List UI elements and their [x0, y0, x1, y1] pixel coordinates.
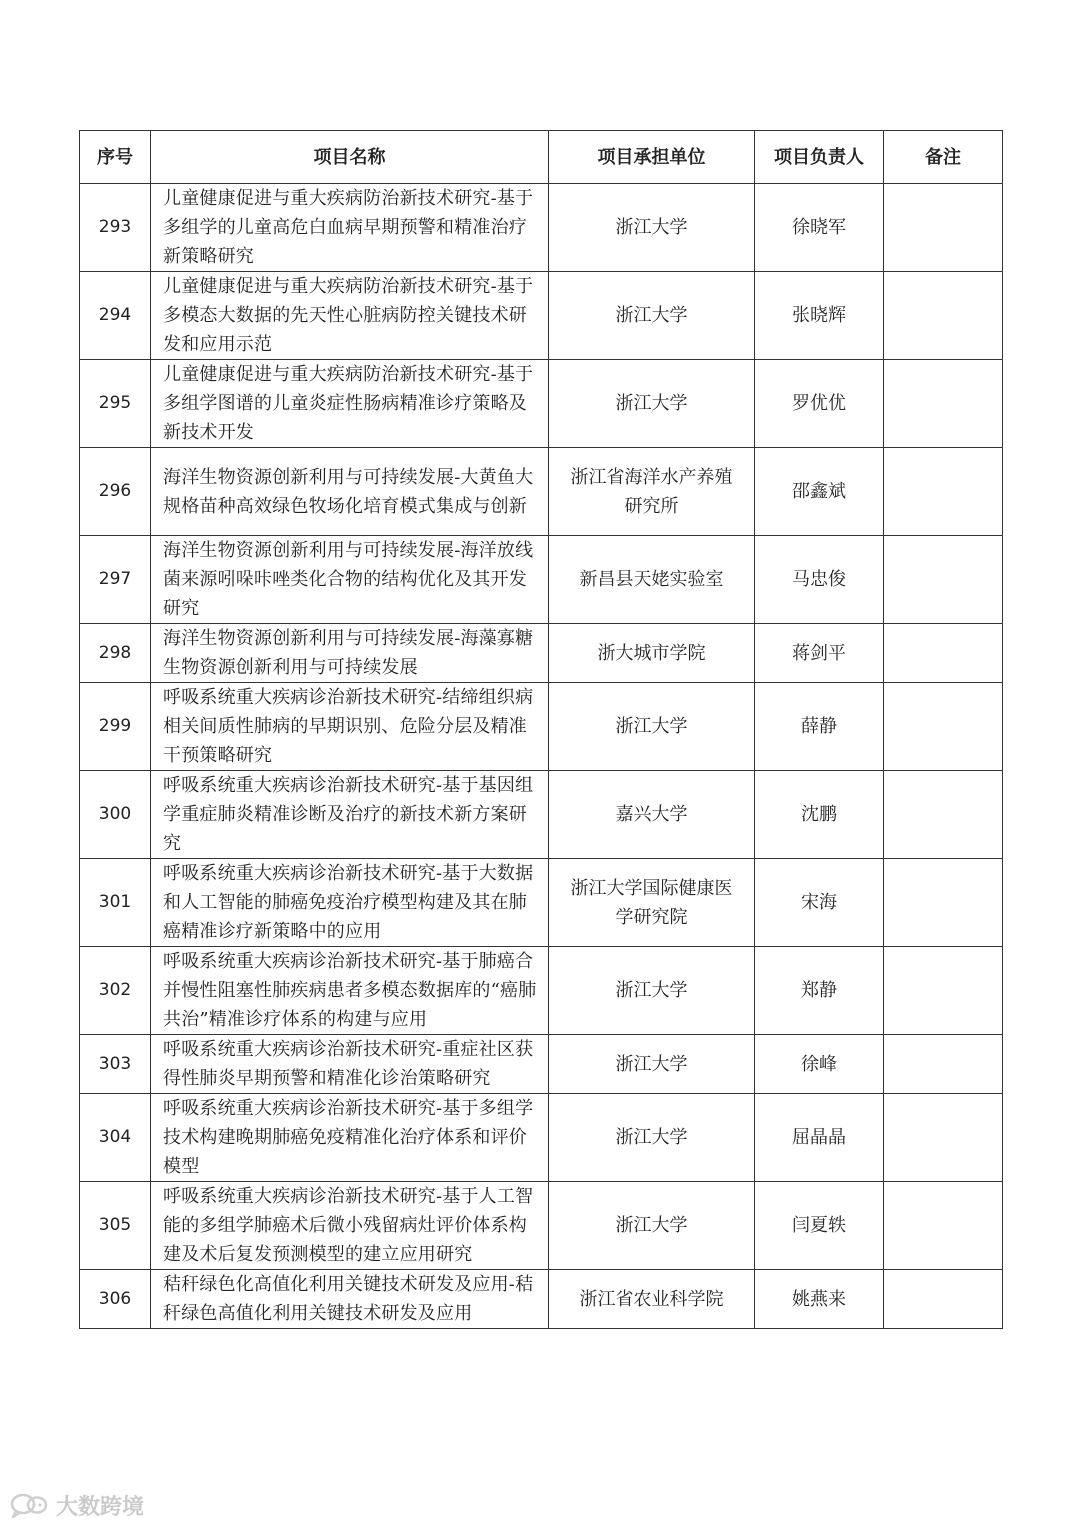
row-unit: 嘉兴大学 [549, 771, 755, 859]
row-unit: 浙江大学 [549, 1035, 755, 1094]
row-seq: 295 [80, 360, 151, 448]
table-row [80, 536, 1003, 624]
table-row [80, 683, 1003, 771]
chat-bubble-logo-icon [10, 1493, 50, 1519]
row-leader: 闫夏轶 [755, 1182, 884, 1270]
table-row [80, 1094, 1003, 1182]
row-leader: 张晓辉 [755, 272, 884, 360]
row-seq: 304 [80, 1094, 151, 1182]
row-unit: 浙江大学 [549, 1094, 755, 1182]
row-note [884, 683, 1003, 771]
row-leader: 姚燕来 [755, 1270, 884, 1329]
table-row [80, 859, 1003, 947]
row-seq: 305 [80, 1182, 151, 1270]
row-seq: 297 [80, 536, 151, 624]
row-note [884, 947, 1003, 1035]
row-leader: 罗优优 [755, 360, 884, 448]
row-project-name: 呼吸系统重大疾病诊治新技术研究-重症社区获得性肺炎早期预警和精准化诊治策略研究 [151, 1035, 549, 1094]
row-unit: 浙大城市学院 [549, 624, 755, 683]
row-seq: 303 [80, 1035, 151, 1094]
table-header-row [80, 131, 1003, 184]
row-project-name: 秸秆绿色化高值化利用关键技术研发及应用-秸秆绿色高值化利用关键技术研发及应用 [151, 1270, 549, 1329]
row-leader: 邵鑫斌 [755, 448, 884, 536]
header-project-name: 项目名称 [151, 131, 549, 184]
table-row [80, 360, 1003, 448]
row-project-name: 海洋生物资源创新利用与可持续发展-大黄鱼大规格苗种高效绿色牧场化培育模式集成与创新 [151, 448, 549, 536]
header-note: 备注 [884, 131, 1003, 184]
row-project-name: 呼吸系统重大疾病诊治新技术研究-基于大数据和人工智能的肺癌免疫治疗模型构建及其在肺癌精准诊疗新策略中的应用 [151, 859, 549, 947]
row-leader: 徐峰 [755, 1035, 884, 1094]
row-note [884, 1182, 1003, 1270]
row-unit: 浙江省海洋水产养殖研究所 [549, 448, 755, 536]
row-seq: 302 [80, 947, 151, 1035]
row-seq: 293 [80, 184, 151, 272]
projects-table [79, 130, 1003, 1329]
row-seq: 306 [80, 1270, 151, 1329]
table-row [80, 1270, 1003, 1329]
row-note [884, 184, 1003, 272]
row-unit: 浙江大学 [549, 683, 755, 771]
row-note [884, 1270, 1003, 1329]
watermark [10, 1490, 144, 1521]
row-note [884, 360, 1003, 448]
row-seq: 294 [80, 272, 151, 360]
row-project-name: 海洋生物资源创新利用与可持续发展-海洋放线菌来源吲哚咔唑类化合物的结构优化及其开发研究 [151, 536, 549, 624]
row-unit: 浙江大学 [549, 184, 755, 272]
row-leader: 宋海 [755, 859, 884, 947]
table-row [80, 624, 1003, 683]
row-note [884, 859, 1003, 947]
row-leader: 沈鹏 [755, 771, 884, 859]
watermark-text: 大数跨境 [56, 1495, 145, 1520]
row-seq: 299 [80, 683, 151, 771]
row-project-name: 呼吸系统重大疾病诊治新技术研究-基于多组学技术构建晚期肺癌免疫精准化治疗体系和评价模型 [151, 1094, 549, 1182]
row-note [884, 448, 1003, 536]
row-leader: 蒋剑平 [755, 624, 884, 683]
row-note [884, 1094, 1003, 1182]
row-leader: 马忠俊 [755, 536, 884, 624]
row-unit: 新昌县天姥实验室 [549, 536, 755, 624]
table-row [80, 1182, 1003, 1270]
row-project-name: 呼吸系统重大疾病诊治新技术研究-结缔组织病相关间质性肺病的早期识别、危险分层及精准干预策略研究 [151, 683, 549, 771]
row-project-name: 呼吸系统重大疾病诊治新技术研究-基于肺癌合并慢性阻塞性肺疾病患者多模态数据库的“癌肺共治”精准诊疗体系的构建与应用 [151, 947, 549, 1035]
row-project-name: 呼吸系统重大疾病诊治新技术研究-基于基因组学重症肺炎精准诊断及治疗的新技术新方案研究 [151, 771, 549, 859]
row-project-name: 儿童健康促进与重大疾病防治新技术研究-基于多组学的儿童高危白血病早期预警和精准治疗新策略研究 [151, 184, 549, 272]
row-leader: 薛静 [755, 683, 884, 771]
row-project-name: 呼吸系统重大疾病诊治新技术研究-基于人工智能的多组学肺癌术后微小残留病灶评价体系构建及术后复发预测模型的建立应用研究 [151, 1182, 549, 1270]
header-leader: 项目负责人 [755, 131, 884, 184]
row-leader: 郑静 [755, 947, 884, 1035]
row-project-name: 儿童健康促进与重大疾病防治新技术研究-基于多模态大数据的先天性心脏病防控关键技术研发和应用示范 [151, 272, 549, 360]
row-unit: 浙江大学 [549, 272, 755, 360]
row-seq: 300 [80, 771, 151, 859]
row-leader: 徐晓军 [755, 184, 884, 272]
table-row [80, 1035, 1003, 1094]
header-seq: 序号 [80, 131, 151, 184]
table-row [80, 947, 1003, 1035]
row-seq: 298 [80, 624, 151, 683]
row-note [884, 272, 1003, 360]
row-note [884, 771, 1003, 859]
row-unit: 浙江省农业科学院 [549, 1270, 755, 1329]
row-unit: 浙江大学 [549, 947, 755, 1035]
row-project-name: 海洋生物资源创新利用与可持续发展-海藻寡糖生物资源创新利用与可持续发展 [151, 624, 549, 683]
table-row [80, 272, 1003, 360]
row-note [884, 624, 1003, 683]
row-note [884, 1035, 1003, 1094]
row-note [884, 536, 1003, 624]
table-row [80, 771, 1003, 859]
table-row [80, 184, 1003, 272]
row-seq: 301 [80, 859, 151, 947]
header-unit: 项目承担单位 [549, 131, 755, 184]
row-seq: 296 [80, 448, 151, 536]
row-unit: 浙江大学 [549, 360, 755, 448]
row-leader: 屈晶晶 [755, 1094, 884, 1182]
row-project-name: 儿童健康促进与重大疾病防治新技术研究-基于多组学图谱的儿童炎症性肠病精准诊疗策略及新技术开发 [151, 360, 549, 448]
row-unit: 浙江大学 [549, 1182, 755, 1270]
table-row [80, 448, 1003, 536]
row-unit: 浙江大学国际健康医学研究院 [549, 859, 755, 947]
